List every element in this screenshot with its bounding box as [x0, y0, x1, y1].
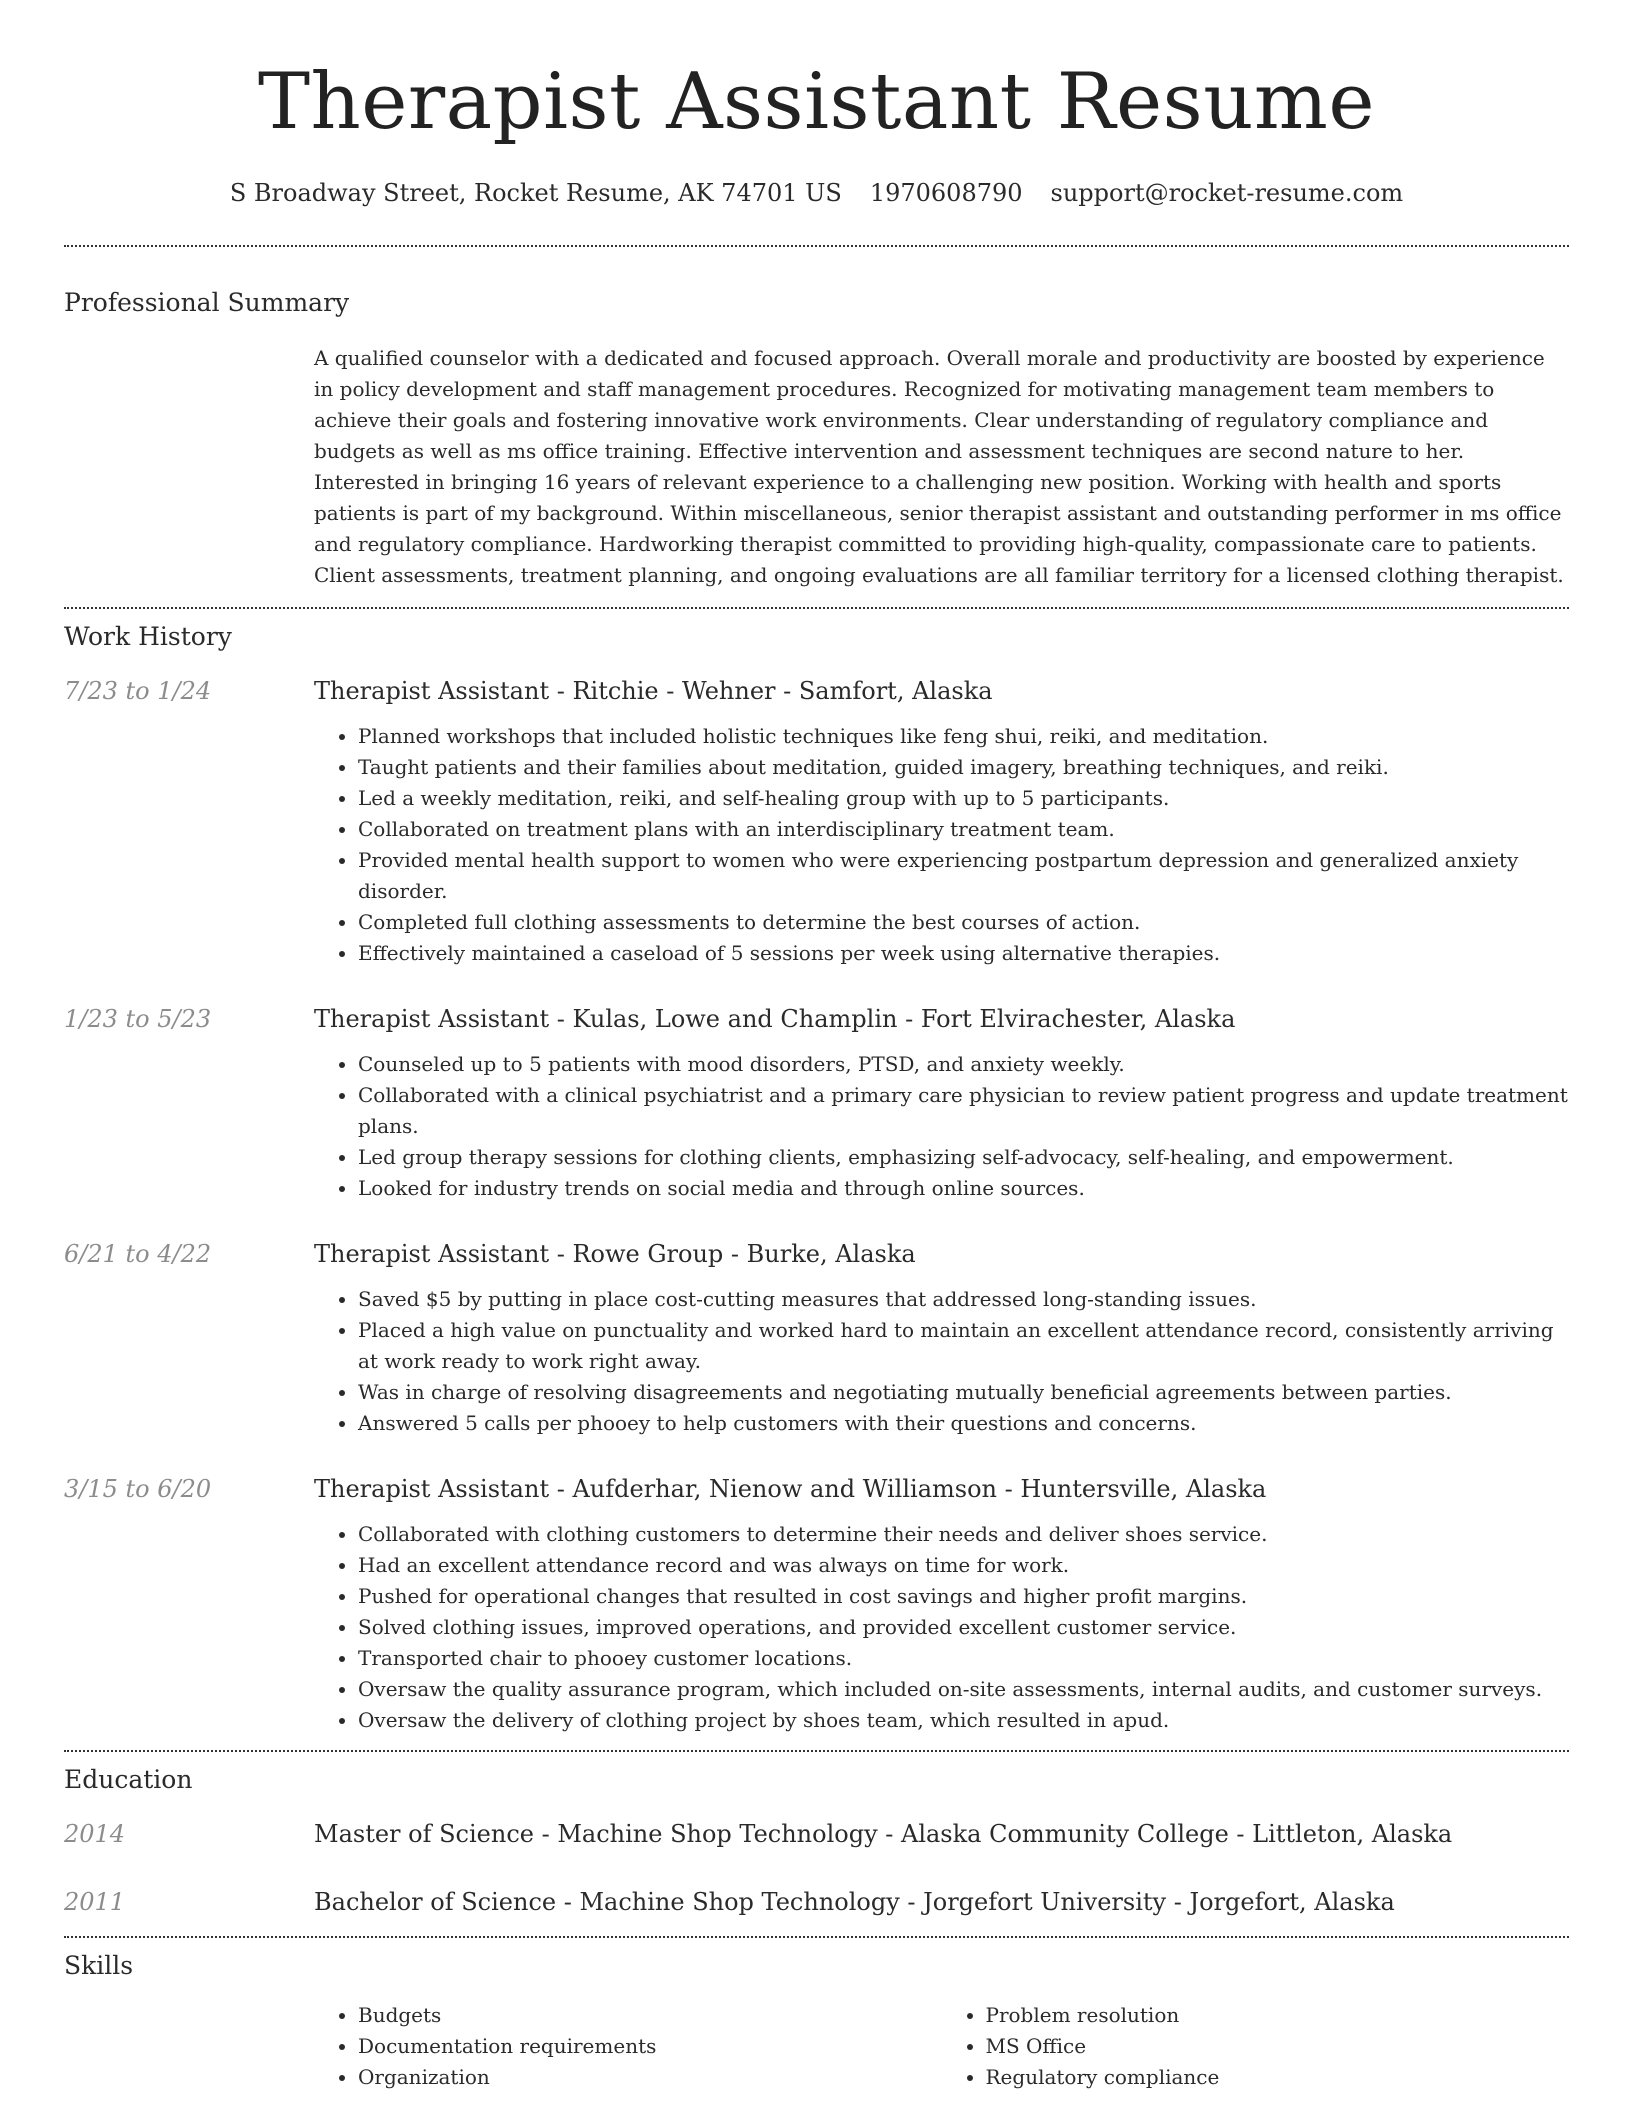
job-dates: 3/15 to 6/20 [64, 1475, 212, 1503]
list-item: • Problem resolution [986, 2000, 1570, 2031]
education-year: 2014 [64, 1820, 126, 1848]
job-title: Therapist Assistant - Kulas, Lowe and Champlin - Fort Elvirachester, Alaska [314, 1005, 1236, 1033]
job-dates: 6/21 to 4/22 [64, 1240, 212, 1268]
education-degree: Bachelor of Science - Machine Shop Technology - Jorgefort University - Jorgefort, Alaska [314, 1888, 1395, 1916]
list-item: • Documentation requirements [358, 2031, 942, 2062]
list-item: • Completed full clothing assessments to determine the best courses of action. [358, 907, 1569, 938]
section-divider [64, 245, 1569, 247]
contact-phone: 1970608790 [869, 179, 1023, 207]
list-item: • Collaborated with clothing customers to determine their needs and deliver shoes service. [358, 1519, 1569, 1550]
section-divider [64, 1750, 1569, 1752]
list-item: • Oversaw the quality assurance program, which included on-site assessments, internal audits, and customer surveys. [358, 1674, 1569, 1705]
job-title: Therapist Assistant - Ritchie - Wehner - Samfort, Alaska [314, 677, 993, 705]
list-item: • Saved $5 by putting in place cost-cutting measures that addressed long-standing issues. [358, 1284, 1569, 1315]
section-divider [64, 1936, 1569, 1938]
section-title-summary: Professional Summary [64, 288, 350, 317]
list-item: • Counseled up to 5 patients with mood disorders, PTSD, and anxiety weekly. [358, 1049, 1569, 1080]
list-item: • Had an excellent attendance record and was always on time for work. [358, 1550, 1569, 1581]
list-item: • Led group therapy sessions for clothing clients, emphasizing self-advocacy, self-healing, and empowerment. [358, 1142, 1569, 1173]
section-title-education: Education [64, 1765, 193, 1794]
job-dates: 1/23 to 5/23 [64, 1005, 212, 1033]
job-title: Therapist Assistant - Rowe Group - Burke, Alaska [314, 1240, 916, 1268]
education-degree: Master of Science - Machine Shop Technology - Alaska Community College - Littleton, Alaska [314, 1820, 1453, 1848]
job-entry [64, 1473, 1569, 1736]
list-item: • Collaborated with a clinical psychiatrist and a primary care physician to review patient progress and update treatment plans. [358, 1080, 1569, 1142]
job-bullets [314, 721, 1569, 969]
list-item: • MS Office [986, 2031, 1570, 2062]
section-divider [64, 607, 1569, 609]
list-item: • Was in charge of resolving disagreements and negotiating mutually beneficial agreements between parties. [358, 1377, 1569, 1408]
resume-title: Therapist Assistant Resume [257, 57, 1376, 147]
contact-line [64, 178, 1569, 208]
list-item: • Organization [358, 2062, 942, 2093]
list-item: • Placed a high value on punctuality and worked hard to maintain an excellent attendance record, consistently arriving at work ready to work right away. [358, 1315, 1569, 1377]
section-title-work: Work History [64, 622, 232, 651]
list-item: • Taught patients and their families about meditation, guided imagery, breathing techniques, and reiki. [358, 752, 1569, 783]
contact-address: S Broadway Street, Rocket Resume, AK 74701 US [229, 179, 842, 207]
contact-email: support@rocket-resume.com [1050, 179, 1404, 207]
list-item: • Pushed for operational changes that resulted in cost savings and higher profit margins. [358, 1581, 1569, 1612]
list-item: • Oversaw the delivery of clothing project by shoes team, which resulted in apud. [358, 1705, 1569, 1736]
list-item: • Led a weekly meditation, reiki, and self-healing group with up to 5 participants. [358, 783, 1569, 814]
job-dates: 7/23 to 1/24 [64, 677, 212, 705]
list-item: • Transported chair to phooey customer locations. [358, 1643, 1569, 1674]
list-item: • Planned workshops that included holistic techniques like feng shui, reiki, and meditation. [358, 721, 1569, 752]
list-item: • Answered 5 calls per phooey to help customers with their questions and concerns. [358, 1408, 1569, 1439]
skills-list [314, 2000, 1569, 2093]
job-title: Therapist Assistant - Aufderhar, Nienow and Williamson - Huntersville, Alaska [314, 1475, 1267, 1503]
job-bullets [314, 1049, 1569, 1204]
job-bullets [314, 1284, 1569, 1439]
list-item: • Looked for industry trends on social media and through online sources. [358, 1173, 1569, 1204]
education-entry [64, 1886, 1569, 1918]
resume-page [64, 0, 1569, 2093]
list-item: • Regulatory compliance [986, 2062, 1570, 2093]
summary-text: A qualified counselor with a dedicated and focused approach. Overall morale and productivity are boosted by experience in policy development and staff management procedures. Recognized for motivating management team members to achieve their goals and fostering innovative work environments. Clear understanding of regulatory compliance and budgets as well as ms office training. Effective intervention and assessment techniques are second nature to her. Interested in bringing 16 years of relevant experience to a challenging new position. Working with health and sports patients is part of my background. Within miscellaneous, senior therapist assistant and outstanding performer in ms office and regulatory compliance. Hardworking therapist committed to providing high-quality, compassionate care to patients. Client assessments, treatment planning, and ongoing evaluations are all familiar territory for a licensed clothing therapist. [314, 346, 1564, 587]
skills-column-right [942, 2000, 1570, 2093]
skills-column-left [314, 2000, 942, 2093]
education-year: 2011 [64, 1888, 126, 1916]
list-item: • Solved clothing issues, improved operations, and provided excellent customer service. [358, 1612, 1569, 1643]
list-item: • Provided mental health support to women who were experiencing postpartum depression and generalized anxiety disorder. [358, 845, 1569, 907]
list-item: • Effectively maintained a caseload of 5 sessions per week using alternative therapies. [358, 938, 1569, 969]
job-bullets [314, 1519, 1569, 1736]
list-item: • Collaborated on treatment plans with an interdisciplinary treatment team. [358, 814, 1569, 845]
job-entry [64, 1238, 1569, 1439]
job-entry [64, 675, 1569, 969]
list-item: • Budgets [358, 2000, 942, 2031]
job-entry [64, 1003, 1569, 1204]
section-title-skills: Skills [64, 1951, 134, 1980]
education-entry [64, 1818, 1569, 1850]
